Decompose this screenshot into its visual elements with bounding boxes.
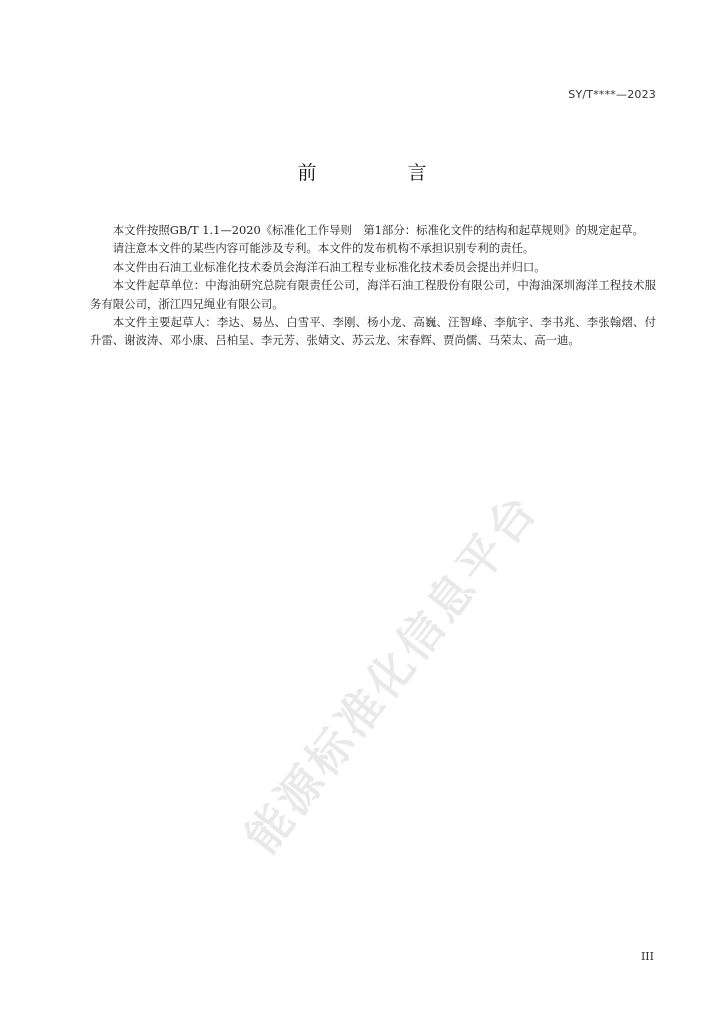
document-code: SY/T****—2023 (568, 88, 656, 101)
foreword-body (90, 221, 656, 350)
watermark: 能源标准化信息平台 (235, 482, 549, 864)
paragraph-drafting-units: 本文件起草单位：中海油研究总院有限责任公司，海洋石油工程股份有限公司，中海油深圳海洋工程技术服务有限公司，浙江四兄绳业有限公司。 (90, 278, 656, 311)
page-title: 前 言 (297, 162, 463, 184)
paragraph-proposer: 本文件由石油工业标准化技术委员会海洋石油工程专业标准化技术委员会提出并归口。 (112, 259, 546, 274)
paragraph-drafters: 本文件主要起草人：李达、易丛、白雪平、李刚、杨小龙、高巍、汪智峰、李航宇、李书兆、李张翰熠、付升雷、谢波涛、邓小康、吕柏呈、李元芳、张婧文、苏云龙、宋春辉、贾尚儒、马荣太、高一迪。 (90, 315, 656, 348)
paragraph-drafting-rules: 本文件按照GB/T 1.1—2020《标准化工作导则 第1部分：标准化文件的结构和起草规则》的规定起草。 (112, 223, 644, 237)
page-number: III (640, 950, 654, 963)
paragraph-patent-notice: 请注意本文件的某些内容可能涉及专利。本文件的发布机构不承担识别专利的责任。 (112, 241, 535, 256)
